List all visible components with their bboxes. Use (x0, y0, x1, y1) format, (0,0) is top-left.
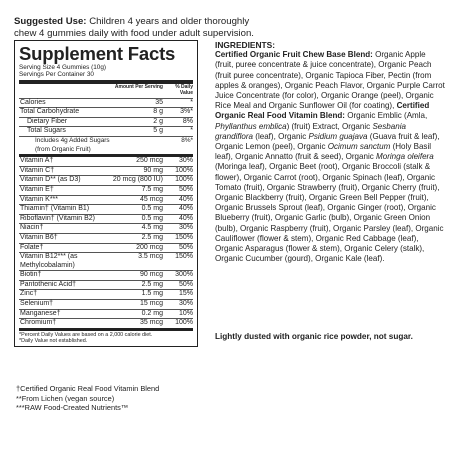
nutrient-name: Niacin† (20, 224, 44, 232)
nutrient-dv: 50% (178, 243, 193, 251)
nutrient-amount: 1.5 mg (141, 290, 163, 298)
facts-row (19, 107, 193, 117)
nutrient-name: Chromium† (20, 319, 57, 327)
facts-row (19, 136, 193, 154)
nutrient-name: Selenium† (20, 300, 54, 308)
nutrient-dv: 300% (175, 271, 193, 279)
facts-row (19, 299, 193, 309)
dusted-note: Lightly dusted with organic rice powder, not sugar. (215, 332, 413, 341)
nutrient-name: Folate† (20, 243, 44, 251)
nutrient-name: Manganese† (20, 309, 61, 317)
nutrient-dv: 50% (178, 185, 193, 193)
nutrient-name: Vitamin E† (20, 185, 54, 193)
facts-row (19, 252, 193, 270)
nutrient-amount: 2 g (153, 117, 163, 125)
facts-row (19, 214, 193, 224)
nutrient-amount: 5 g (153, 127, 163, 135)
suggested-use (14, 16, 444, 40)
facts-row (19, 223, 193, 233)
suggested-use-label: Suggested Use: (14, 16, 87, 27)
nutrient-dv: 10% (178, 309, 193, 317)
facts-notes (19, 328, 193, 346)
note-dv-not-established: *Daily Value not established. (19, 338, 88, 345)
nutrient-amount: 250 mcg (136, 157, 163, 165)
nutrient-amount: 2.5 mg (141, 233, 163, 241)
nutrient-amount: 90 mg (143, 166, 163, 174)
facts-row (19, 154, 193, 166)
nutrient-dv: 150% (175, 253, 193, 261)
vitamin-blend-text: Organic Emblic (Amla, Phyllanthus emblica) (fruit) Extract, Organic Sesbania grandiflora (leaf), Organic Psidium guajava (Guava fruit & leaf), Organic Lemon (peel), Organic Ocimum sanctum (Holy Basil leaf), Organic Annatto (fruit & seed), Organic Moringa oleifera (Moringa leaf), Organic Beet (root), Organic Broccoli (stalk & flower), Organic Carrot (root), Organic Spinach (leaf), Organic Tomato (fruit), Organic Strawberry (fruit), Organic Cherry (fruit), Organic Blackberry (fruit), Organic Green Bell Pepper (fruit), Organic Brussels Sprout (leaf), Organic Ginger (root), Organic Blueberry (fruit), Organic Garlic (bulb), Organic Green Onion (bulb), Organic Raspberry (fruit), Organic Parsley (leaf), Organic Cauliflower (flower & stem), Organic Red Cabbage (leaf), Organic Asparagus (flower & stem), Organic Celery (stalk), Organic Cucumber (gourd), Organic Kale (leaf). (215, 111, 444, 264)
nutrient-name: Zinc† (20, 290, 38, 298)
nutrient-amount: 90 mcg (140, 271, 163, 279)
facts-row (19, 243, 193, 253)
nutrient-name: Total Sugars (27, 127, 66, 135)
note-dv-basis: *Percent Daily Values are based on a 2,000 calorie diet. (19, 331, 153, 338)
suggested-use-line2: chew 4 gummies daily with food under adult supervision. (14, 28, 254, 39)
nutrient-dv: 100% (175, 166, 193, 174)
nutrient-amount: 35 (155, 98, 163, 106)
nutrient-dv: * (190, 98, 193, 106)
nutrient-amount: 15 mcg (140, 300, 163, 308)
nutrient-name: Vitamin B6† (20, 233, 58, 241)
nutrient-dv: 50% (178, 280, 193, 288)
nutrient-dv: 30% (178, 224, 193, 232)
ingredients-block (215, 40, 445, 264)
dv-header: % Daily Value (175, 84, 193, 96)
footnote-vitamin-blend: †Certified Organic Real Food Vitamin Blend (16, 384, 160, 393)
nutrient-dv: 40% (178, 214, 193, 222)
chew-blend-text: Organic Apple (fruit, puree concentrate & juice concentrate), Organic Peach (fruit puree concentrate), Organic Tapioca Fiber, Pectin (from apples & oranges), Organic Peach Flavor, Organic Purple Carrot Juice Concentrate (for color), Organic Orange (peel), Organic Rice Meal and Organic Sunflower Oil (for coating), (215, 50, 445, 111)
nutrient-amount: 0.2 mg (141, 309, 163, 317)
nutrient-name: Calories (20, 98, 46, 106)
facts-row (19, 166, 193, 176)
facts-row (19, 318, 193, 328)
serving-size: Serving Size 4 Gummies (10g) (19, 64, 107, 71)
facts-row (19, 309, 193, 319)
nutrient-amount: 35 mcg (140, 319, 163, 327)
nutrient-name: Vitamin C† (20, 166, 55, 174)
facts-row (19, 98, 193, 108)
nutrient-amount: 0.5 mg (141, 205, 163, 213)
nutrient-amount: 0.5 mg (141, 214, 163, 222)
amount-header: Amount Per Serving (114, 84, 163, 91)
nutrient-amount: 7.5 mg (141, 185, 163, 193)
nutrient-dv: 40% (178, 205, 193, 213)
facts-row (19, 117, 193, 127)
facts-row (19, 204, 193, 214)
nutrient-amount: 4.5 mg (141, 224, 163, 232)
footnote-raw: ***RAW Food-Created Nutrients™ (16, 403, 129, 413)
nutrient-name: Includes 4g Added Sugars (from Organic Fruit) (35, 136, 110, 153)
vitamin-blend-label: Certified Organic Real Food Vitamin Blend: (215, 101, 430, 121)
nutrient-name: Total Carbohydrate (20, 108, 80, 116)
nutrient-name: Vitamin K*** (20, 195, 59, 203)
facts-row (19, 195, 193, 205)
nutrient-amount: 45 mcg (140, 195, 163, 203)
facts-row (19, 233, 193, 243)
footnotes (16, 384, 206, 413)
facts-row (19, 185, 193, 195)
nutrient-name: Vitamin D** (as D3) (20, 176, 81, 184)
nutrient-dv: 8% (182, 117, 193, 125)
nutrient-name: Vitamin A† (20, 157, 54, 165)
nutrient-name: Biotin† (20, 271, 42, 279)
chew-blend-label: Certified Organic Fruit Chew Base Blend: (215, 50, 373, 60)
supplement-facts-panel (14, 40, 198, 347)
facts-row (19, 126, 193, 136)
facts-title: Supplement Facts (19, 43, 176, 64)
nutrient-dv: 15% (178, 290, 193, 298)
nutrient-name: Dietary Fiber (27, 117, 68, 125)
nutrient-amount: 2.5 mg (141, 280, 163, 288)
facts-column-header (19, 83, 193, 97)
footnote-lichen: **From Lichen (vegan source) (16, 393, 115, 403)
nutrient-name: Riboflavin† (Vitamin B2) (20, 214, 95, 222)
nutrient-amount: 20 mcg (800 IU) (112, 176, 163, 184)
nutrient-dv: 30% (178, 300, 193, 308)
nutrient-dv: 150% (175, 233, 193, 241)
nutrient-amount: 200 mcg (136, 243, 163, 251)
nutrient-amount: 8 g (153, 108, 163, 116)
facts-row (19, 175, 193, 185)
servings-per-container: Servings Per Container 30 (19, 71, 94, 79)
nutrient-dv: 40% (178, 195, 193, 203)
facts-row (19, 270, 193, 280)
serving-info (19, 64, 193, 80)
nutrient-amount: 3.5 mcg (138, 253, 163, 261)
nutrient-dv: 100% (175, 319, 193, 327)
nutrient-dv: 100% (175, 176, 193, 184)
nutrient-name: Vitamin B12*** (as Methylcobalamin) (20, 253, 78, 269)
facts-row (19, 289, 193, 299)
suggested-use-line1: Children 4 years and older thoroughly (89, 16, 250, 27)
nutrient-dv: 8%* (181, 136, 193, 144)
nutrient-name: Thiamin† (Vitamin B1) (20, 205, 90, 213)
ingredients-heading: INGREDIENTS: (215, 40, 276, 50)
nutrient-dv: 30% (178, 157, 193, 165)
nutrient-dv: 3%* (180, 108, 193, 116)
facts-row (19, 280, 193, 290)
nutrient-name: Pantothenic Acid† (20, 280, 77, 288)
facts-rows (19, 98, 193, 328)
nutrient-dv: * (190, 127, 193, 135)
